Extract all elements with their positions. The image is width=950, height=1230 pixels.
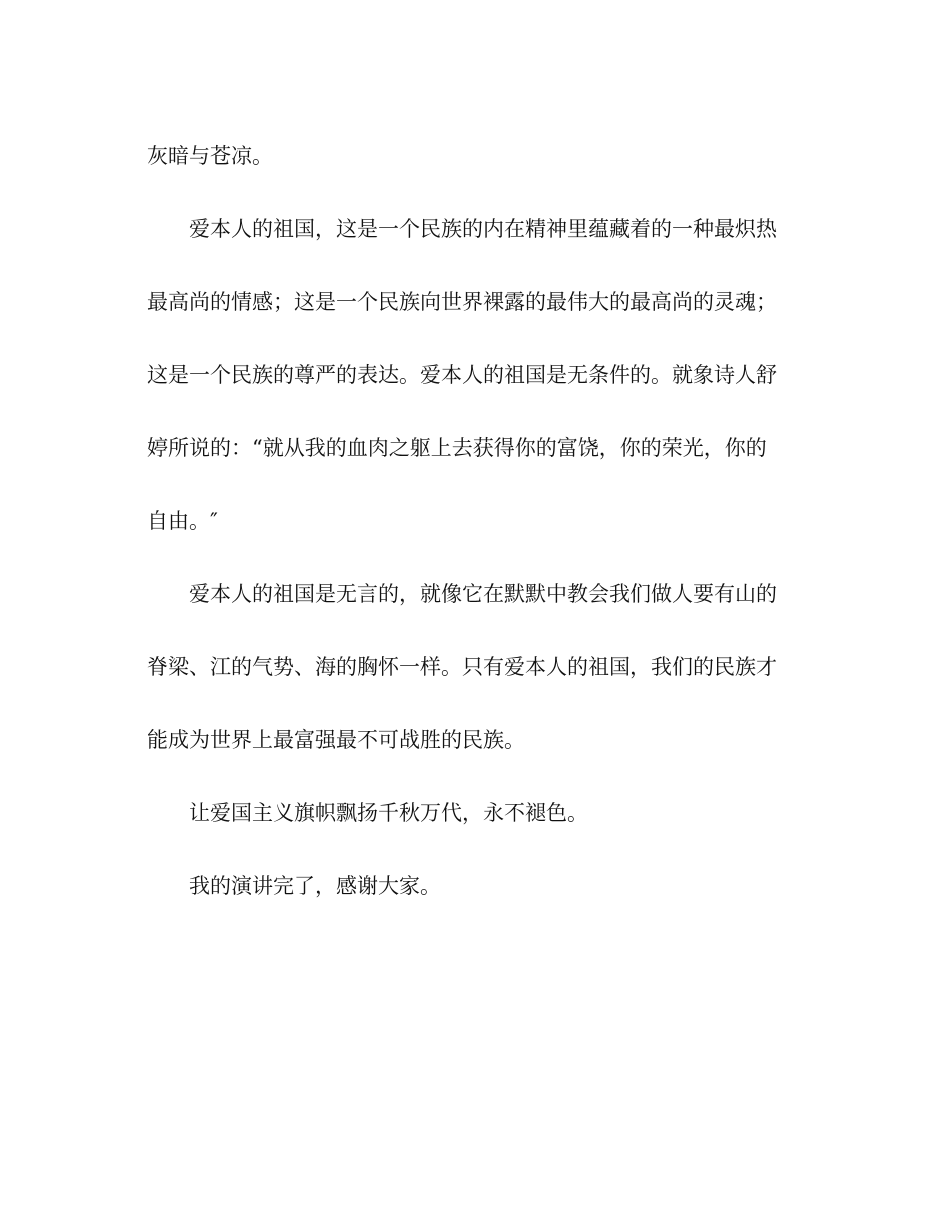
paragraph-first-line: 爱本人的祖国是无言的，就像它在默默中教会我们做人要有山的 — [189, 582, 777, 606]
document-body — [147, 120, 807, 923]
paragraph-first-line: 爱本人的祖国，这是一个民族的内在精神里蕴藏着的一种最炽热 — [189, 217, 777, 241]
paragraph-first-line: 我的演讲完了，感谢大家。 — [189, 874, 441, 898]
text-line: 灰暗与苍凉。 — [147, 144, 273, 168]
text-line: 婷所说的：“就从我的血肉之躯上去获得你的富饶，你的荣光，你的 — [147, 436, 767, 460]
text-line: 最高尚的情感；这是一个民族向世界裸露的最伟大的最高尚的灵魂； — [147, 290, 777, 314]
text-line: 能成为世界上最富强最不可战胜的民族。 — [147, 728, 525, 752]
text-line: 脊梁、江的气势、海的胸怀一样。只有爱本人的祖国，我们的民族才 — [147, 655, 777, 679]
text-line: 自由。″ — [147, 509, 218, 533]
text-line: 这是一个民族的尊严的表达。爱本人的祖国是无条件的。就象诗人舒 — [147, 363, 777, 387]
paragraph-first-line: 让爱国主义旗帜飘扬千秋万代，永不褪色。 — [189, 801, 588, 825]
